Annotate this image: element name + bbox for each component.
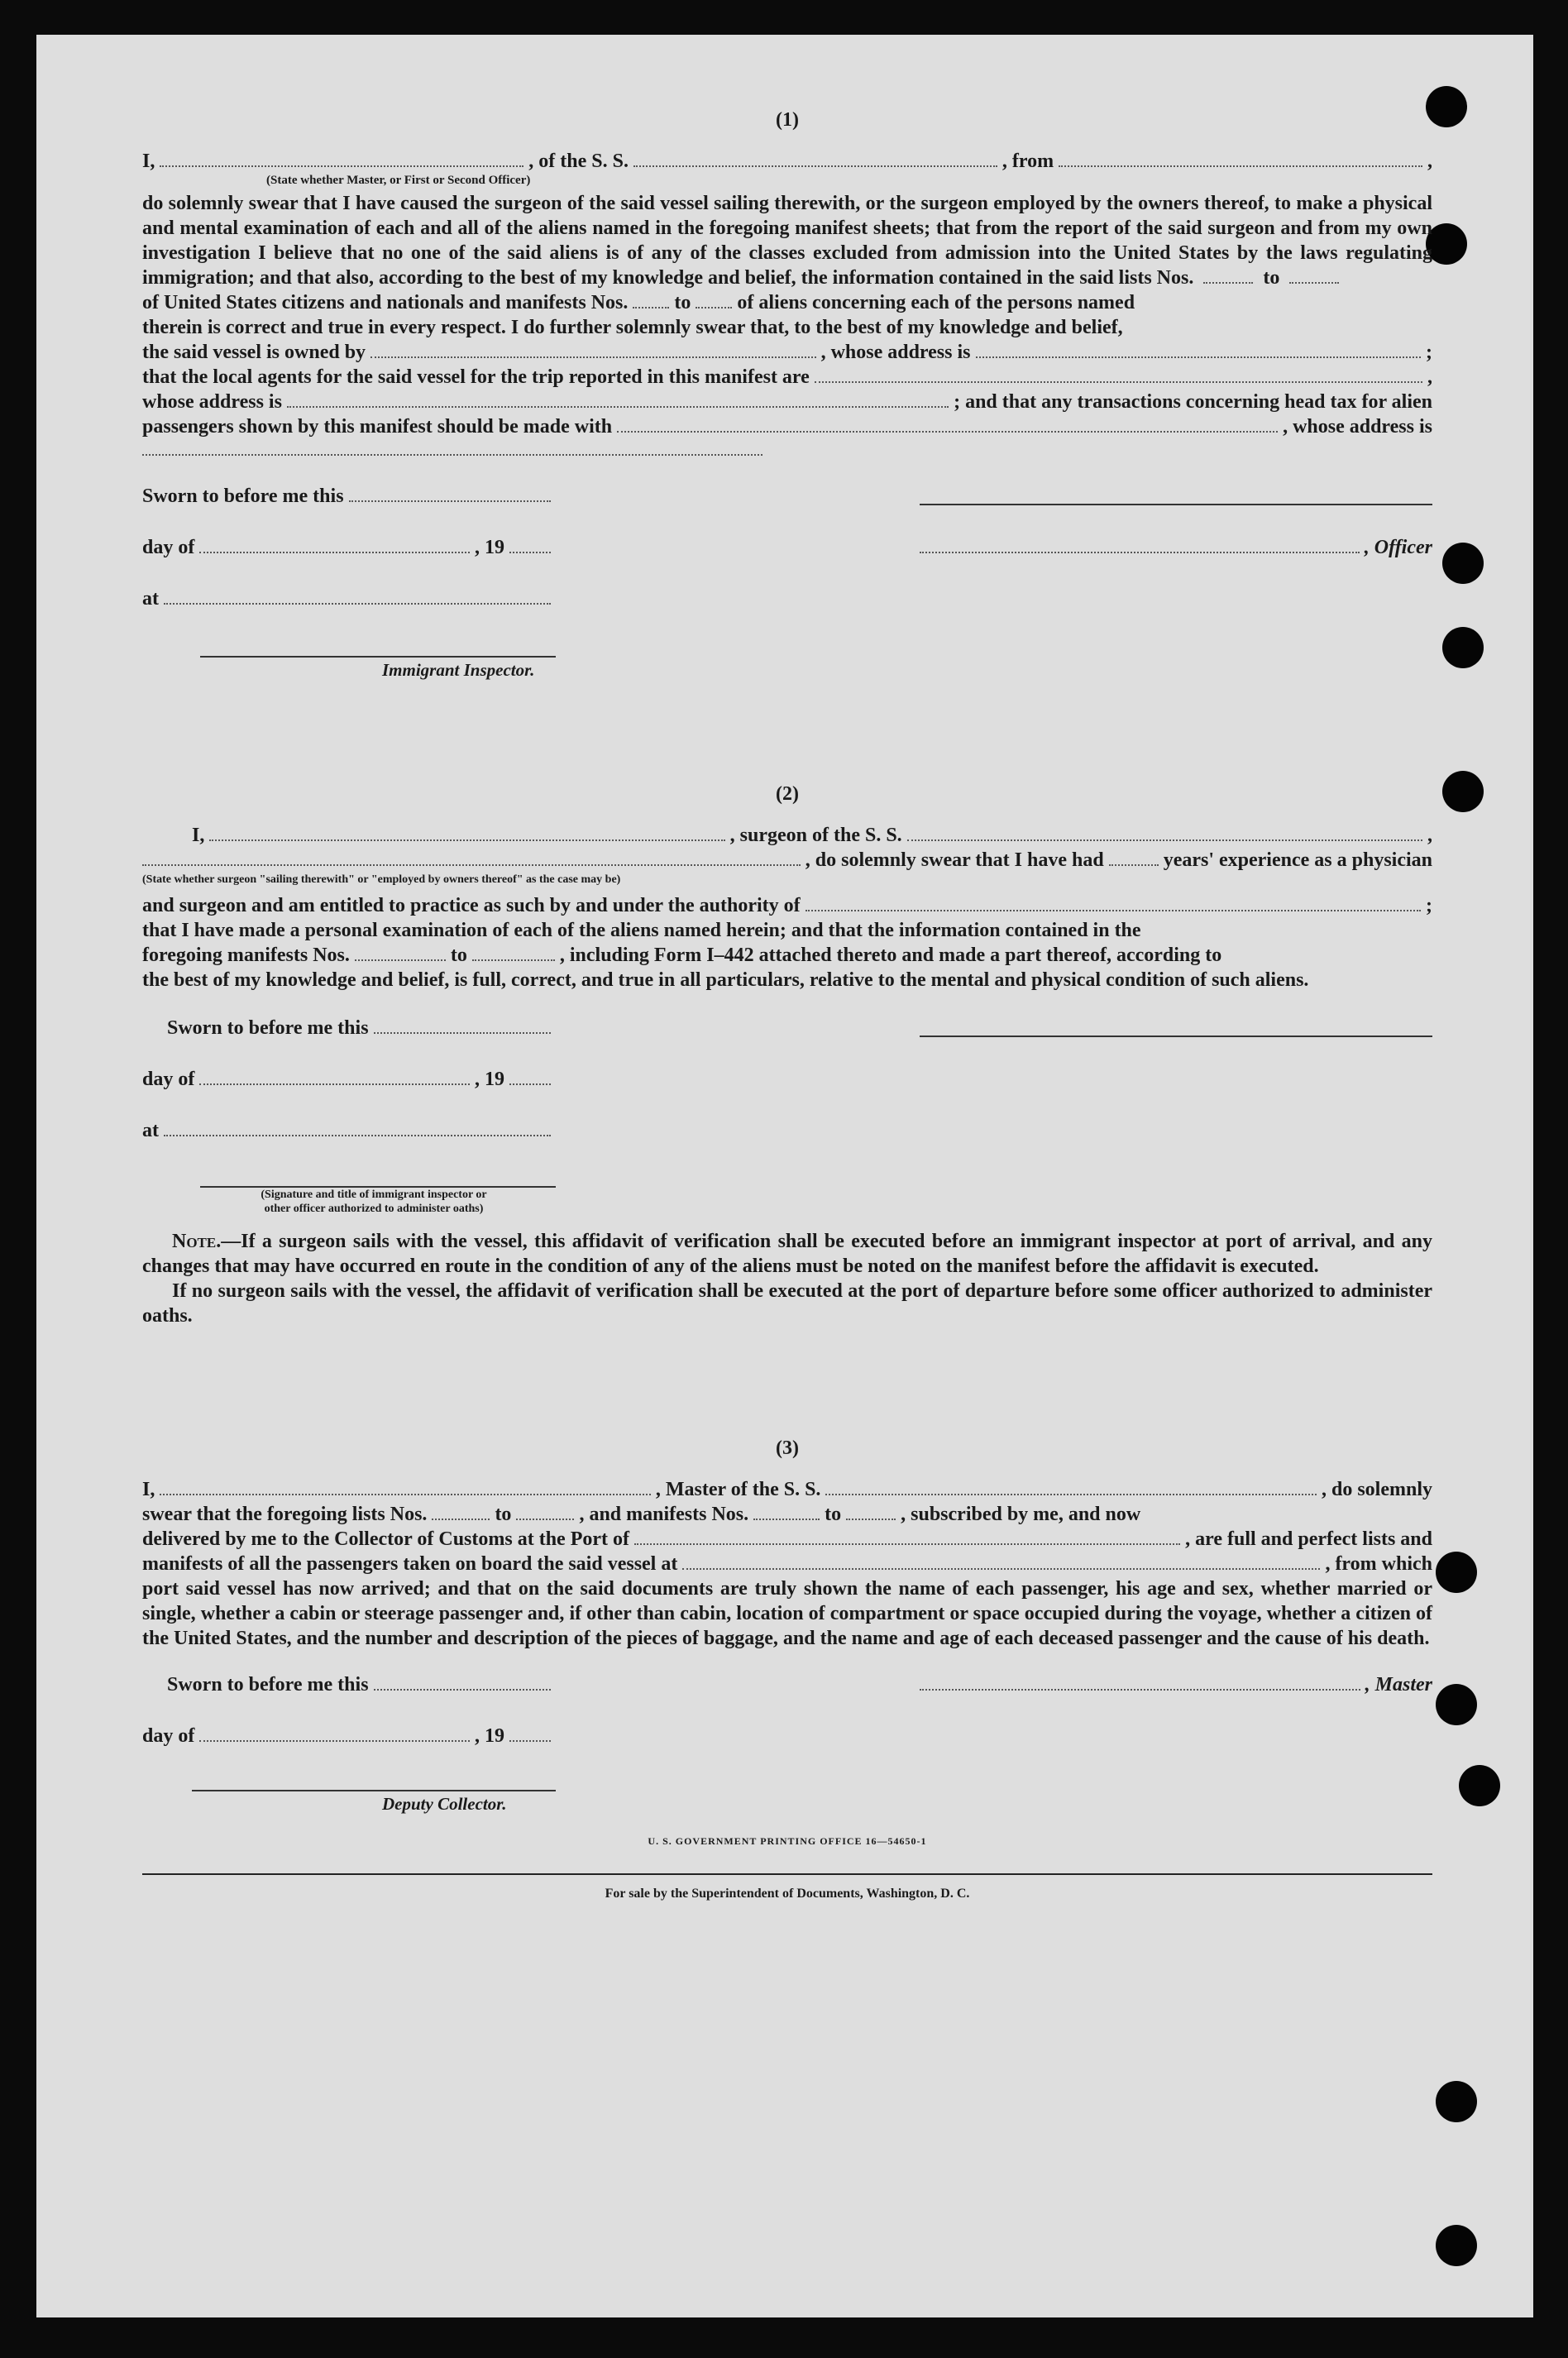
officer-signature-line-1[interactable]: [920, 484, 1432, 505]
text: delivered by me to the Collector of Customs at the Port of: [142, 1528, 629, 1550]
authority-field[interactable]: [806, 895, 1421, 911]
text: , and manifests Nos.: [579, 1504, 749, 1525]
s1-oath-right: [920, 484, 1432, 560]
sworn-date-field[interactable]: [374, 1017, 551, 1034]
s1-line-addr-cont: [142, 439, 1432, 456]
text: years' experience as a physician: [1163, 849, 1432, 871]
text: day of: [142, 537, 195, 558]
text: and surgeon and am entitled to practice as such by and under the authority of: [142, 895, 801, 916]
s3-oath: [142, 1672, 1432, 1816]
section-3-number: (3): [776, 1437, 799, 1459]
place-field[interactable]: [164, 588, 551, 605]
text: I,: [192, 825, 205, 846]
s1-line-owned: [142, 340, 1432, 365]
at-line: [142, 1118, 556, 1143]
text: , do solemnly swear that I have had: [805, 849, 1104, 871]
text: , are full and perfect lists and: [1185, 1528, 1432, 1550]
text: I,: [142, 1479, 155, 1500]
s3-vessel-field[interactable]: [825, 1479, 1317, 1495]
master-name-field[interactable]: [160, 1479, 651, 1495]
text: , surgeon of the S. S.: [729, 825, 902, 846]
s3-line-4: [142, 1552, 1432, 1576]
s3-manifest-from-field[interactable]: [753, 1504, 820, 1520]
agents-address-field[interactable]: [287, 391, 949, 408]
s2-line-5: [142, 943, 1432, 968]
years-field[interactable]: [1109, 849, 1159, 866]
surgeon-name-field[interactable]: [209, 825, 724, 841]
text: to: [450, 945, 467, 966]
text: , from: [1002, 151, 1054, 172]
text: therein is correct and true in every respect. I do further solemnly swear that, to the best of my knowledge and belief,: [142, 317, 1123, 338]
text: to: [825, 1504, 842, 1525]
s1-oath-left: [142, 484, 556, 682]
surgeon-status-field[interactable]: [142, 849, 801, 866]
text: that I have made a personal examination of each of the aliens named herein; and that the information contained in the: [142, 920, 1141, 941]
master-label: , Master: [1365, 1674, 1432, 1696]
section-2-number: (2): [776, 783, 799, 805]
text: whose address is: [142, 391, 282, 413]
agents-field[interactable]: [815, 366, 1422, 383]
day-field[interactable]: [199, 1069, 470, 1085]
head-tax-address-field[interactable]: [142, 439, 762, 456]
s3-line-3: [142, 1527, 1432, 1552]
inspector-label: Immigrant Inspector.: [382, 660, 535, 680]
caption: (State whether surgeon "sailing therewith" or "employed by owners thereof" as the case may be): [142, 873, 621, 886]
text: , subscribed by me, and now: [901, 1504, 1141, 1525]
surgeon-signature-line[interactable]: [920, 1016, 1432, 1037]
punch-hole: [1459, 1765, 1500, 1806]
punch-hole: [1442, 771, 1484, 812]
text: ,: [1427, 825, 1432, 846]
deputy-signature-line[interactable]: [192, 1772, 556, 1791]
owner-address-field[interactable]: [976, 342, 1422, 358]
s3-line-2: [142, 1502, 1432, 1527]
owner-field[interactable]: [370, 342, 816, 358]
text: , do solemnly: [1321, 1479, 1432, 1500]
deputy-label: Deputy Collector.: [382, 1794, 507, 1814]
s1-line-agents: [142, 365, 1432, 390]
text: ,: [1427, 366, 1432, 388]
text: , of the S. S.: [528, 151, 629, 172]
inspector-signature-line[interactable]: [200, 638, 556, 658]
s2-line-1: [192, 823, 1432, 848]
sworn-line: [142, 1016, 556, 1040]
text: Sworn to before me this: [142, 485, 344, 507]
lists-to-field[interactable]: [1289, 267, 1339, 284]
s3-lists-to-field[interactable]: [516, 1504, 574, 1520]
s3-lists-from-field[interactable]: [432, 1504, 490, 1520]
text: manifests of all the passengers taken on board the said vessel at: [142, 1553, 678, 1575]
s2-vessel-field[interactable]: [907, 825, 1422, 841]
s2-line-4: [142, 918, 1432, 943]
text: ,: [1427, 151, 1432, 172]
s2-signature-caption: (Signature and title of immigrant inspector or other officer authorized to administer oaths): [261, 1189, 487, 1215]
lists-from-field[interactable]: [1203, 267, 1253, 284]
document-sheet: [36, 35, 1533, 2317]
text: day of: [142, 1069, 195, 1090]
s3-oath-right: [920, 1672, 1432, 1697]
text: to: [1263, 267, 1280, 289]
s2-line-2: [142, 848, 1432, 873]
text: to: [674, 292, 691, 313]
s2-note-2: If no surgeon sails with the vessel, the affidavit of verification shall be executed at the port of departure before some officer authorized to administer oaths.: [142, 1280, 1432, 1327]
s3-manifest-to-field[interactable]: [846, 1504, 896, 1520]
text: to: [495, 1504, 512, 1525]
officer-label: , Officer: [1364, 537, 1432, 558]
footer-rule: [142, 1873, 1432, 1875]
head-tax-party-field[interactable]: [617, 416, 1278, 433]
s2-inspector-signature-line[interactable]: [200, 1168, 556, 1188]
punch-hole: [1436, 1552, 1477, 1593]
sworn-line: [142, 484, 556, 509]
text: , whose address is: [1283, 416, 1432, 438]
s2-note: [142, 1229, 1432, 1279]
s2-oath: [142, 1016, 1432, 1216]
text: swear that the foregoing lists Nos.: [142, 1504, 428, 1525]
text: Sworn to before me this: [167, 1017, 369, 1039]
s2-line-3: [142, 893, 1432, 918]
officer-signature-line-2[interactable]: [920, 537, 1360, 553]
punch-hole: [1442, 627, 1484, 668]
officer-line: [920, 535, 1432, 560]
text: , including Form I–442 attached thereto and made a part thereof, according to: [559, 945, 1222, 966]
s1-line-passengers: [142, 414, 1432, 439]
day-field[interactable]: [199, 1725, 470, 1742]
text: foregoing manifests Nos.: [142, 945, 350, 966]
s3-paragraph: port said vessel has now arrived; and that on the said documents are truly shown the name of each passenger, his age and sex, whether married or single, whether a cabin or steerage passenger and, if other than cabin, location of compartment or space occupied during the voyage, whether a citizen of the United States, and the number and description of the pieces of baggage, and the name and age of each deceased passenger and the cause of his death.: [142, 1578, 1432, 1649]
text: passengers shown by this manifest should be made with: [142, 416, 613, 438]
text: of United States citizens and nationals and manifests Nos.: [142, 292, 629, 313]
s2-manifest-from-field[interactable]: [355, 945, 446, 961]
day-line: [142, 1724, 556, 1748]
from-port-field[interactable]: [1059, 151, 1422, 167]
section-1-number: (1): [776, 109, 799, 131]
sale-notice: For sale by the Superintendent of Documents, Washington, D. C.: [605, 1887, 970, 1901]
text: do solemnly swear that I have caused the surgeon of the said vessel sailing therewith, or the surgeon employed by the owners thereof, to make a physical and mental examination of each and all of the aliens named in the foregoing manifest sheets; that from the report of the said surgeon and from my own investigation I believe that no one of the said aliens is of any of the classes excluded from admission into the United States by the laws regulating immigration; and that also, according to the best of my knowledge and belief, the information contained in the said lists Nos.: [142, 193, 1432, 289]
master-signature-line[interactable]: [920, 1674, 1360, 1691]
text: at: [142, 588, 159, 610]
text: of aliens concerning each of the persons named: [737, 292, 1135, 313]
text: ;: [1426, 342, 1433, 363]
port-field[interactable]: [634, 1528, 1180, 1545]
text: the said vessel is owned by: [142, 342, 366, 363]
note-label: Note.: [172, 1231, 222, 1252]
punch-hole: [1436, 2225, 1477, 2266]
s2-line-6: the best of my knowledge and belief, is full, correct, and true in all particulars, relative to the mental and physical condition of such aliens.: [142, 969, 1309, 991]
text: that the local agents for the said vessel for the trip reported in this manifest are: [142, 366, 810, 388]
s1-oath: [142, 484, 1432, 682]
text: Sworn to before me this: [167, 1674, 369, 1696]
year-field[interactable]: [509, 1725, 551, 1742]
year-field[interactable]: [509, 1069, 551, 1085]
s2-oath-right: [920, 1016, 1432, 1037]
text: , 19: [475, 1069, 504, 1090]
departure-port-field[interactable]: [682, 1553, 1320, 1570]
gpo-imprint: U. S. GOVERNMENT PRINTING OFFICE 16—54650-1: [648, 1835, 927, 1847]
s1-line-whose: [142, 390, 1432, 414]
text: , 19: [475, 1725, 504, 1747]
text: , 19: [475, 537, 504, 558]
s2-oath-left: [142, 1016, 556, 1216]
sworn-date-field[interactable]: [349, 485, 551, 502]
at-line: [142, 586, 556, 611]
text: I,: [142, 151, 155, 172]
text: , whose address is: [820, 342, 971, 363]
s1-line-therein: [142, 315, 1432, 340]
punch-hole: [1436, 1684, 1477, 1725]
text: ;: [1426, 895, 1432, 916]
sworn-date-field[interactable]: [374, 1674, 551, 1691]
text: , Master of the S. S.: [655, 1479, 821, 1500]
place-field[interactable]: [164, 1120, 551, 1136]
text: at: [142, 1120, 159, 1141]
text: —If a surgeon sails with the vessel, this affidavit of verification shall be executed before an immigrant inspector at port of arrival, and any changes that may have occurred en route in the condition of any of the aliens must be noted on the manifest before the affidavit is executed.: [142, 1231, 1432, 1277]
day-line: [142, 535, 556, 560]
day-field[interactable]: [199, 537, 470, 553]
caption: (State whether Master, or First or Second Officer): [266, 174, 531, 187]
form-content: [142, 108, 1432, 1901]
s3-line-1: [142, 1477, 1432, 1502]
text: day of: [142, 1725, 195, 1747]
year-field[interactable]: [509, 537, 551, 553]
s3-oath-left: [142, 1672, 556, 1816]
text: ; and that any transactions concerning head tax for alien: [954, 391, 1432, 413]
punch-hole: [1436, 2081, 1477, 2122]
sworn-line: [142, 1672, 556, 1697]
s2-manifest-to-field[interactable]: [472, 945, 555, 961]
faint-bleedthrough-stamp: [466, 126, 1045, 316]
text: , from which: [1325, 1553, 1432, 1575]
day-line: [142, 1067, 556, 1092]
punch-hole: [1442, 543, 1484, 584]
master-line: [920, 1672, 1432, 1697]
